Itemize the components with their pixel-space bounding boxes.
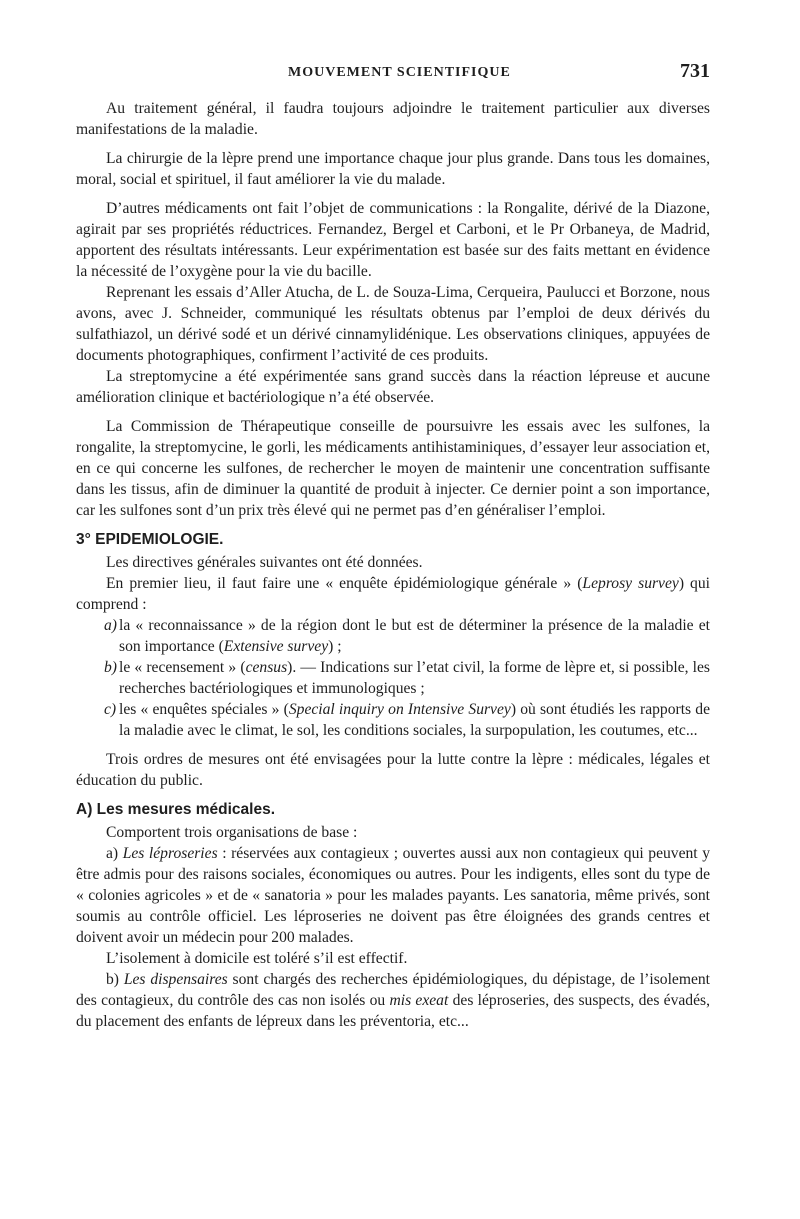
emphasis: Les léproseries [122,845,218,862]
enumerated-list [76,615,710,741]
list-marker: a) [104,617,117,634]
paragraph: La Commission de Thérapeutique conseille de poursuivre les essais avec les sulfones, la rongalite, la streptomycine, le gorli, les médicaments antihistaminiques, d’essayer leur association et, en ce qui concerne les sulfones, de rechercher le moyen de maintenir une concentration suffisante dans les tissus, afin de diminuer la quantité de produit à injecter. Ce dernier point a son importance, car les sulfones sont d’un prix très élevé qui ne permet pas d’en généraliser l’emploi. [76,418,710,519]
list-marker: b) [104,659,117,676]
emphasis: Extensive survey [223,638,329,655]
paragraph: L’isolement à domicile est toléré s’il est effectif. [106,950,408,967]
list-item: b) le « recensement » (census). — Indications sur l’etat civil, la forme de lèpre et, si possible, les recherches bactériologiques et immunologiques ; [104,659,710,697]
section-heading: A) Les mesures médicales. [76,801,276,818]
paragraph: Reprenant les essais d’Aller Atucha, de L. de Souza-Lima, Cerqueira, Paulucci et Borzone, nous avons, avec J. Schneider, communiqué les résultats obtenus par l’emploi de deux dérivés du sulfathiazol, un dérivé sodé et un dérivé cinnamylidénique. Les observations cliniques, appuyées de documents photographiques, confirment l’activité de ces produits. [76,284,710,364]
paragraph: Trois ordres de mesures ont été envisagées pour la lutte contre la lèpre : médicales, légales et éducation du public. [76,751,710,789]
paragraph: b) Les dispensaires sont chargés des recherches épidémiologiques, du dépistage, de l’isolement des contagieux, du contrôle des cas non isolés ou mis exeat des léproseries, des suspects, des évadés, du placement des enfants de lépreux dans les préventoria, etc... [76,971,710,1030]
emphasis: Leprosy survey [582,575,679,592]
emphasis: Special inquiry on Intensive Survey [288,701,511,718]
paragraph: Les directives générales suivantes ont été données. [106,554,423,571]
paragraph: La streptomycine a été expérimentée sans grand succès dans la réaction lépreuse et aucune amélioration clinique et bactériologique n’a été observée. [76,368,710,406]
emphasis: mis exeat [389,992,449,1009]
paragraph: En premier lieu, il faut faire une « enquête épidémiologique générale » (Leprosy survey) qui comprend : [76,575,710,613]
paragraph: Comportent trois organisations de base : [106,824,358,841]
list-item: a) la « reconnaissance » de la région dont le but est de déterminer la présence de la maladie et son importance (Extensive survey) ; [104,617,710,655]
paragraph: Au traitement général, il faudra toujours adjoindre le traitement particulier aux diverses manifestations de la maladie. [76,100,710,138]
section-heading: 3° EPIDEMIOLOGIE. [76,531,224,548]
running-header [76,60,710,86]
paragraph: D’autres médicaments ont fait l’objet de communications : la Rongalite, dérivé de la Diazone, agirait par ses propriétés réductrices. Fernandez, Bergel et Carboni, et le Pr Orbaneya, de Madrid, apportent des résultats intéressants. Leur expérimentation est basée sur des faits mettant en évidence la nécessité de l’oxygène pour la vie du bacille. [76,200,710,280]
paragraph: a) Les léproseries : réservées aux contagieux ; ouvertes aussi aux non contagieux qui peuvent y être admis pour des raisons sociales, économiques ou autres. Pour les indigents, elles sont du type de « colonies agricoles » et de « sanatoria » pour les malades payants. Les sanatoria, même privés, sont soumis au contrôle officiel. Les léproseries ne doivent pas être éloignées des grands centres et doivent avoir un médecin pour 200 malades. [76,845,711,946]
emphasis: Les dispensaires [123,971,228,988]
list-marker: c) [104,701,117,718]
paragraph: La chirurgie de la lèpre prend une importance chaque jour plus grande. Dans tous les domaines, moral, social et spirituel, il faut améliorer la vie du malade. [76,150,710,188]
emphasis: census [245,659,288,676]
running-title: MOUVEMENT SCIENTIFIQUE [288,65,511,80]
page-number: 731 [680,60,710,82]
list-item: c) les « enquêtes spéciales » (Special inquiry on Intensive Survey) où sont étudiés les rapports de la maladie avec le climat, le sol, les conditions sociales, la surpopulation, les coutumes, etc... [104,701,710,739]
body-text [76,98,710,1032]
